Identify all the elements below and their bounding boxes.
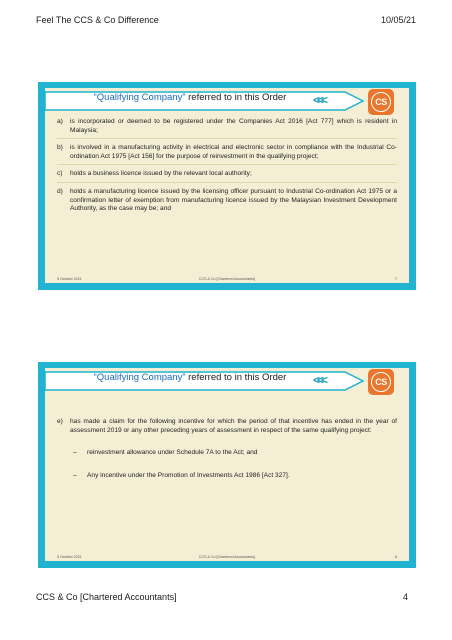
slide-2-content	[45, 368, 409, 561]
slide-number: 7	[395, 277, 397, 281]
list-item	[57, 418, 397, 435]
slide-1-title-bar	[45, 90, 387, 112]
divider	[57, 182, 397, 183]
list-item	[57, 188, 397, 214]
footer-firm-name: CCS & Co [Chartered Accountants]	[36, 592, 177, 602]
list-item	[57, 170, 397, 179]
list-item	[57, 144, 397, 161]
logo-text: CS	[375, 97, 387, 107]
divider	[57, 138, 397, 139]
chevron-left-icon: <<<	[313, 93, 326, 107]
chevron-left-icon: <<<	[313, 373, 326, 387]
slide-1-title-highlight: “Qualifying Company”	[93, 92, 186, 103]
slide-footer-center: CCS & Co [Chartered Accountants]	[198, 555, 256, 559]
logo-text: CS	[375, 377, 387, 387]
page-header	[36, 15, 416, 29]
sub-list-item	[57, 472, 397, 481]
slide-1	[38, 82, 416, 290]
page-footer	[36, 592, 408, 606]
slide-date: 5 October 2021	[57, 555, 82, 559]
sub-item-text: reinvestment allowance under Schedule 7A to the Act; and	[87, 449, 258, 457]
slide-2-footer	[57, 554, 397, 561]
dash-bullet: –	[73, 449, 77, 457]
header-title: Feel The CCS & Co Difference	[36, 15, 159, 25]
header-date: 10/05/21	[380, 15, 416, 25]
item-label: a)	[57, 118, 63, 125]
slide-1-content	[45, 88, 409, 283]
slide-date: 5 October 2021	[57, 277, 82, 281]
list-item	[57, 118, 397, 135]
slide-2-title-highlight: “Qualifying Company”	[93, 372, 186, 383]
logo-ring	[371, 92, 391, 112]
page-number: 4	[402, 592, 408, 602]
item-label: b)	[57, 144, 63, 152]
slide-2-title-rest: referred to in this Order	[185, 372, 287, 383]
slide-1-title	[45, 92, 335, 103]
slide-2	[38, 362, 416, 568]
dash-bullet: –	[73, 471, 77, 479]
item-text: holds a business licence issued by the relevant local authority;	[70, 170, 252, 178]
item-label: d)	[57, 187, 63, 195]
slide-1-footer	[57, 276, 397, 283]
item-label: c)	[57, 170, 63, 178]
item-text: is involved in a manufacturing activity in electrical and electronic sector in compliance with the Industrial Co-ordination Act 1975 [Act 156] for the purpose of reinvestment in the qualifying project;	[70, 144, 397, 160]
slide-number: 8	[395, 555, 397, 559]
item-label: e)	[57, 418, 63, 425]
slide-1-items	[57, 118, 397, 214]
slide-2-title-bar	[45, 370, 387, 392]
sub-item-text: Any incentive under the Promotion of Investments Act 1986 [Act 327].	[87, 471, 290, 479]
slide-1-title-rest: referred to in this Order	[185, 92, 287, 103]
sub-list-item	[57, 449, 397, 458]
ccs-logo	[368, 369, 394, 395]
slide-2-title	[45, 372, 335, 383]
item-text: is incorporated or deemed to be registered under the Companies Act 2016 [Act 777] which is resident in Malaysia;	[70, 118, 397, 134]
ccs-logo	[368, 89, 394, 115]
slide-2-items	[57, 418, 397, 480]
slide-footer-center: CCS & Co [Chartered Accountants]	[198, 277, 256, 281]
item-text: has made a claim for the following incentive for which the period of that incentive has ended in the year of assessment 2019 or any other preceding years of assessment in respect of the same qualifying project:	[70, 418, 397, 434]
item-text: holds a manufacturing licence issued by the licensing officer pursuant to Industrial Co-ordination Act 1975 or a confirmation letter of exemption from manufacturing licence issued by the Malaysian Investment Development Authority, as the case may be; and	[70, 187, 397, 213]
divider	[57, 164, 397, 165]
logo-ring	[371, 372, 391, 392]
